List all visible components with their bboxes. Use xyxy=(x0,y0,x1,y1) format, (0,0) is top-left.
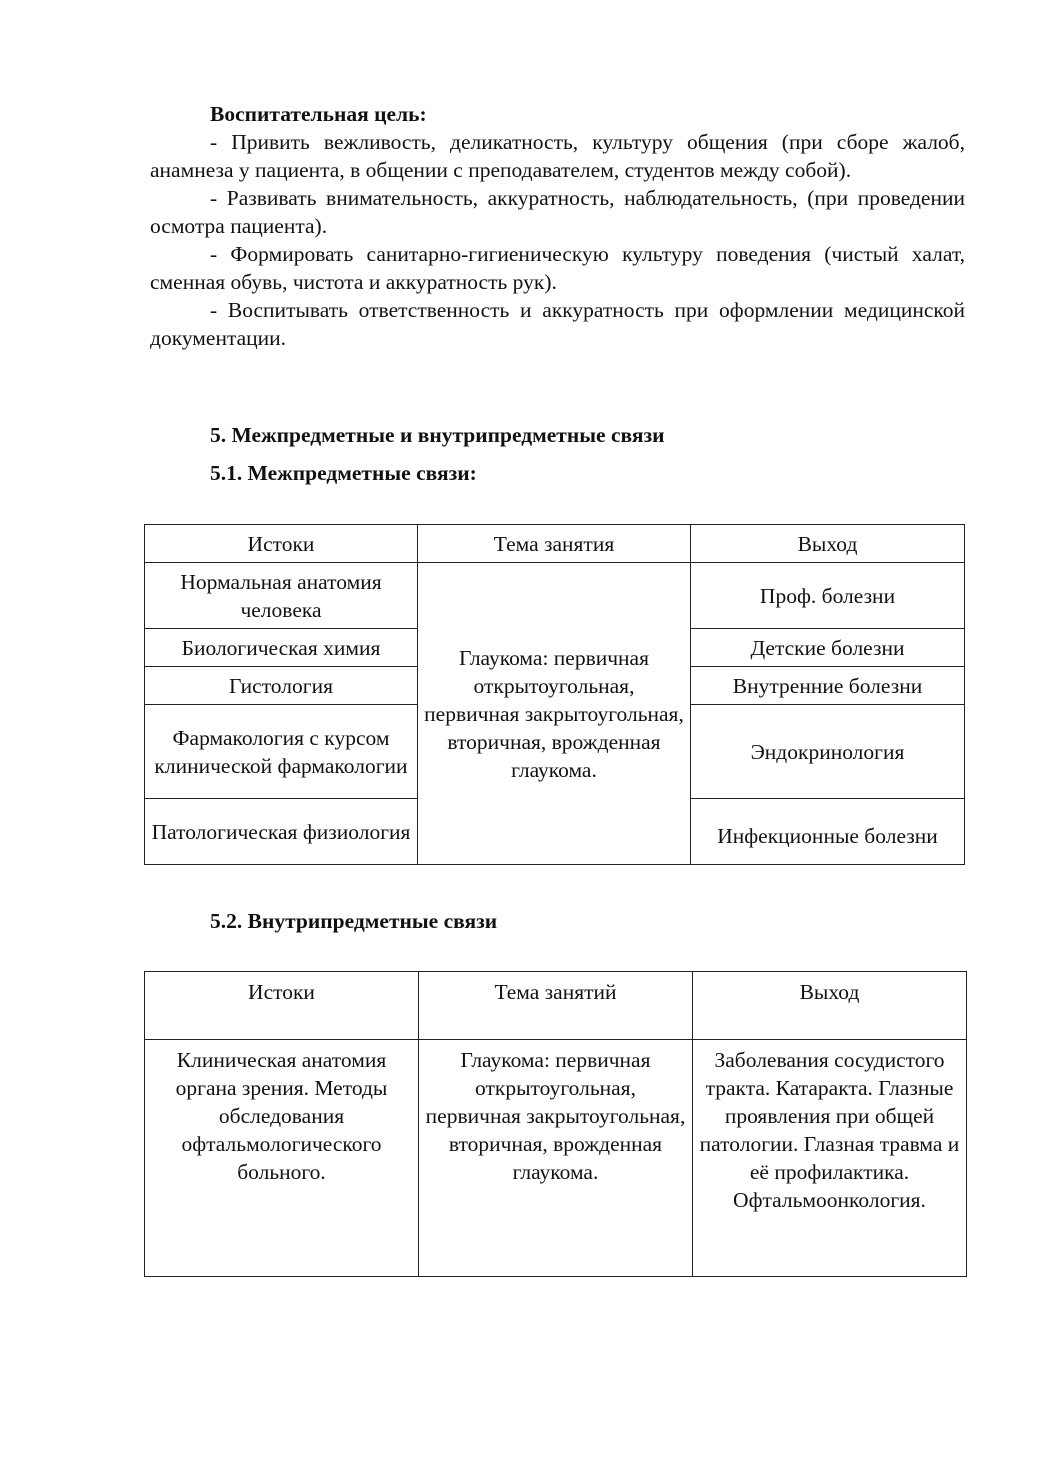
table-row xyxy=(145,1040,967,1277)
source-cell: Патологическая физиология xyxy=(145,799,418,865)
source-cell: Нормальная анатомия человека xyxy=(145,563,418,629)
header-output: Выход xyxy=(691,525,965,563)
interdisciplinary-table xyxy=(144,524,965,865)
source-cell: Фармакология с курсом клинической фармакологии xyxy=(145,705,418,799)
output-cell: Проф. болезни xyxy=(691,563,965,629)
section-5-heading: 5. Межпредметные и внутрипредметные связи xyxy=(210,423,665,447)
topic-cell: Глаукома: первичная открытоугольная, первичная закрытоугольная, вторичная, врожденная глаукома. xyxy=(419,1040,693,1277)
output-cell: Эндокринология xyxy=(691,705,965,799)
output-cell: Внутренние болезни xyxy=(691,667,965,705)
section-5-1-heading: 5.1. Межпредметные связи: xyxy=(210,461,477,485)
topic-cell: Глаукома: первичная открытоугольная, первичная закрытоугольная, вторичная, врожденная глаукома. xyxy=(418,563,691,865)
section-5-2-heading: 5.2. Внутрипредметные связи xyxy=(210,909,498,933)
educational-goal-heading: Воспитательная цель: xyxy=(210,102,427,126)
source-cell: Биологическая химия xyxy=(145,629,418,667)
output-cell: Инфекционные болезни xyxy=(691,799,965,865)
table-header-row xyxy=(145,972,967,1040)
header-topic: Тема занятий xyxy=(419,972,693,1040)
intradisciplinary-table xyxy=(144,971,967,1277)
source-cell: Гистология xyxy=(145,667,418,705)
table-row xyxy=(145,563,965,629)
header-sources: Истоки xyxy=(145,972,419,1040)
table-header-row xyxy=(145,525,965,563)
goal-item-2: - Развивать внимательность, аккуратность, наблюдательность, (при проведении осмотра пациента). xyxy=(150,186,965,238)
goal-item-3: - Формировать санитарно-гигиеническую культуру поведения (чистый халат, сменная обувь, чистота и аккуратность рук). xyxy=(150,242,965,294)
header-output: Выход xyxy=(693,972,967,1040)
goal-item-1: - Привить вежливость, деликатность, культуру общения (при сборе жалоб, анамнеза у пациента, в общении с преподавателем, студентов между собой). xyxy=(150,130,965,182)
goal-item-4: - Воспитывать ответственность и аккуратность при оформлении медицинской документации. xyxy=(150,298,965,350)
output-cell: Детские болезни xyxy=(691,629,965,667)
header-topic: Тема занятия xyxy=(418,525,691,563)
header-sources: Истоки xyxy=(145,525,418,563)
source-cell: Клиническая анатомия органа зрения. Методы обследования офтальмологического больного. xyxy=(145,1040,419,1277)
output-cell: Заболевания сосудистого тракта. Катаракта. Глазные проявления при общей патологии. Глазная травма и её профилактика. Офтальмоонкология. xyxy=(693,1040,967,1277)
educational-goal-section xyxy=(150,100,965,352)
